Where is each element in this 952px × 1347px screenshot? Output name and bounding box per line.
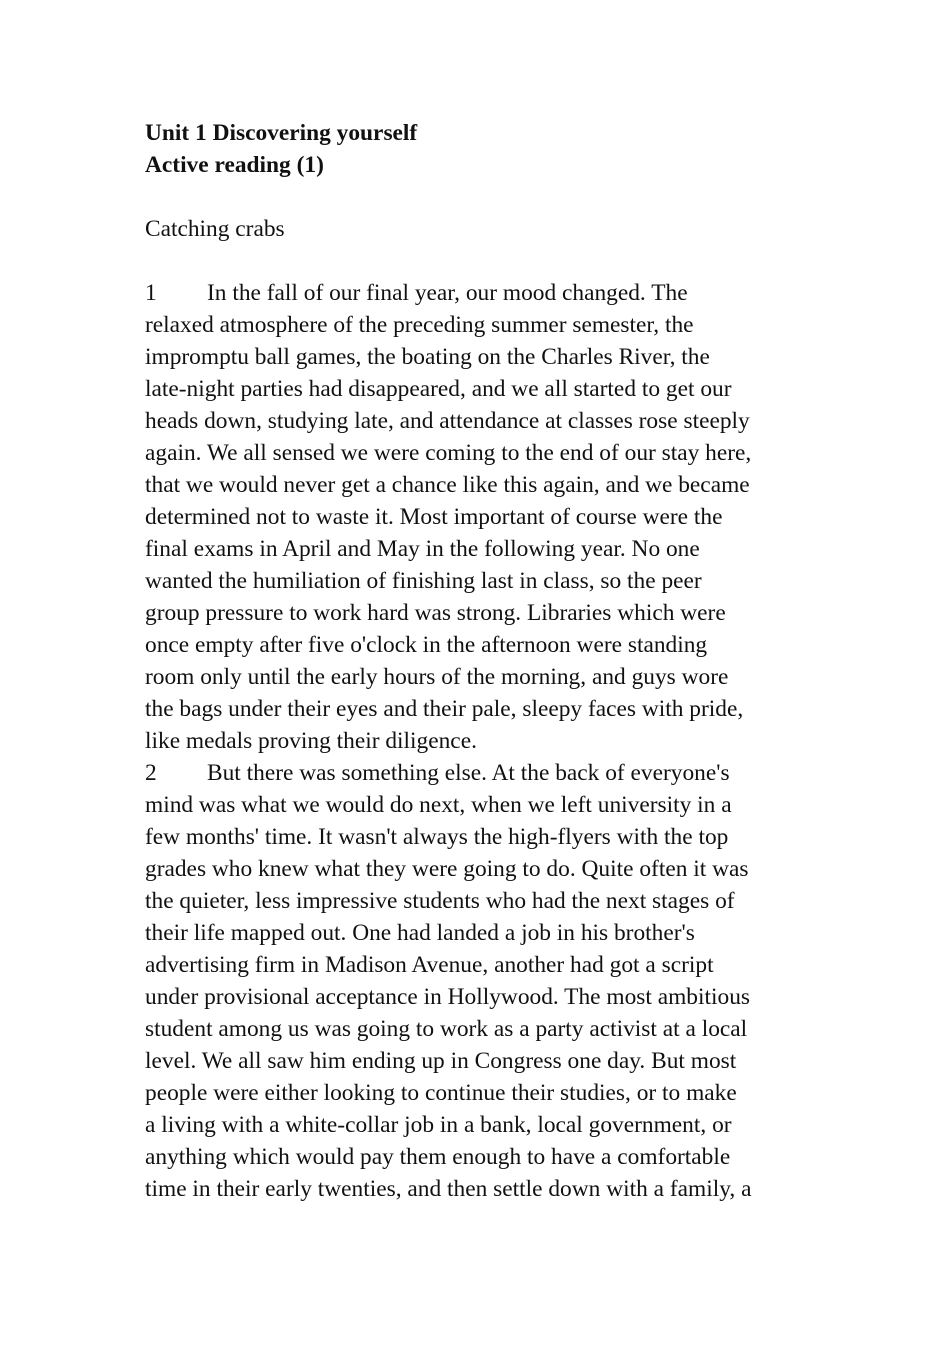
paragraph-line: people were either looking to continue their studies, or to make (145, 1080, 737, 1106)
paragraph-line: like medals proving their diligence. (145, 728, 477, 754)
paragraph-line: advertising firm in Madison Avenue, another had got a script (145, 952, 714, 978)
section-title: Active reading (1) (145, 152, 324, 178)
paragraph-line: late-night parties had disappeared, and we all started to get our (145, 376, 732, 402)
paragraph-line: heads down, studying late, and attendance at classes rose steeply (145, 408, 750, 434)
paragraph-line: relaxed atmosphere of the preceding summer semester, the (145, 312, 694, 338)
paragraph-line: group pressure to work hard was strong. Libraries which were (145, 600, 726, 626)
paragraph-line: their life mapped out. One had landed a job in his brother's (145, 920, 695, 946)
paragraph-line: a living with a white-collar job in a bank, local government, or (145, 1112, 732, 1138)
spacer (145, 245, 815, 277)
paragraph-line: once empty after five o'clock in the afternoon were standing (145, 632, 708, 658)
paragraph-2 (145, 757, 815, 1205)
paragraph-1 (145, 277, 815, 757)
reading-title: Catching crabs (145, 216, 285, 242)
line-text: In the fall of our final year, our mood changed. The (207, 280, 688, 306)
paragraph-line: level. We all saw him ending up in Congress one day. But most (145, 1048, 737, 1074)
paragraph-line: impromptu ball games, the boating on the Charles River, the (145, 344, 710, 370)
paragraph-line: again. We all sensed we were coming to the end of our stay here, (145, 440, 752, 466)
paragraph-line: student among us was going to work as a party activist at a local (145, 1016, 748, 1042)
line-text: But there was something else. At the back of everyone's (207, 760, 730, 786)
paragraph-line: time in their early twenties, and then settle down with a family, a (145, 1176, 752, 1202)
document-body (145, 117, 815, 1205)
paragraph-line: wanted the humiliation of finishing last in class, so the peer (145, 568, 702, 594)
paragraph-line: anything which would pay them enough to have a comfortable (145, 1144, 731, 1170)
paragraph-line (145, 757, 815, 789)
paragraph-line: the quieter, less impressive students who had the next stages of (145, 888, 735, 914)
unit-title: Unit 1 Discovering yourself (145, 120, 418, 146)
paragraph-line: few months' time. It wasn't always the high-flyers with the top (145, 824, 729, 850)
paragraph-line: determined not to waste it. Most important of course were the (145, 504, 723, 530)
paragraph-line: mind was what we would do next, when we left university in a (145, 792, 732, 818)
paragraph-line: the bags under their eyes and their pale, sleepy faces with pride, (145, 696, 744, 722)
paragraph-line: room only until the early hours of the morning, and guys wore (145, 664, 729, 690)
paragraph-line: final exams in April and May in the following year. No one (145, 536, 700, 562)
paragraph-line: that we would never get a chance like this again, and we became (145, 472, 750, 498)
paragraph-line: grades who knew what they were going to do. Quite often it was (145, 856, 749, 882)
paragraph-number: 2 (145, 760, 157, 786)
paragraph-line: under provisional acceptance in Hollywood. The most ambitious (145, 984, 750, 1010)
paragraph-number: 1 (145, 280, 157, 306)
paragraph-line (145, 277, 815, 309)
